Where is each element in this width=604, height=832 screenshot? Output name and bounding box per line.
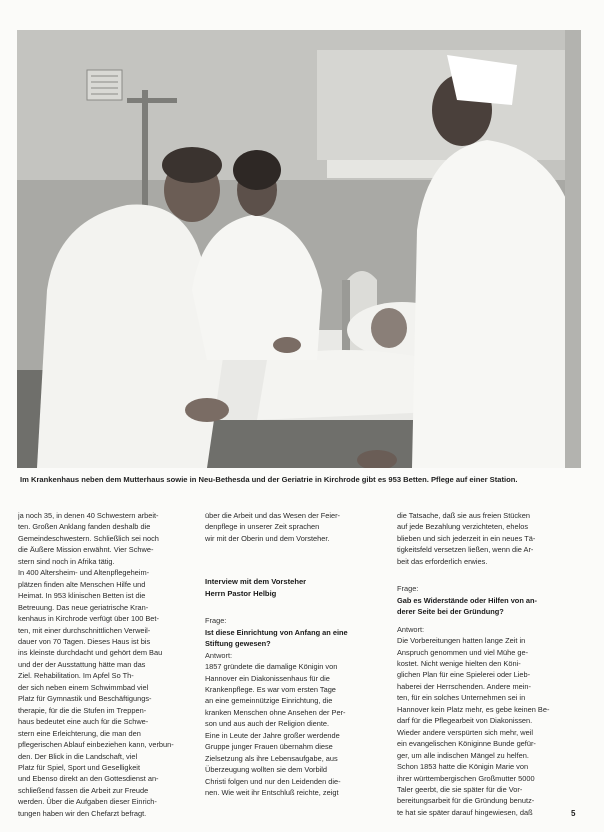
text-line: ger, um alle indischen Mängel zu helfen. [397,750,529,760]
text-line: son und aus auch der Religion diente. [205,719,330,729]
photo-caption: Im Krankenhaus neben dem Mutterhaus sowie in Neu-Bethesda und der Geriatrie in Kirchrode gibt es 953 Betten. Pflege auf einer Station. [20,475,518,484]
text-line: stern sind noch in Afrika tätig. [18,556,115,566]
text-line: Anspruch genommen und viel Mühe ge- [397,647,529,657]
text-line: Betreuung. Das neue geriatrische Kran- [18,602,149,612]
text-line: te hat sie später darauf hingewiesen, daß [397,807,533,817]
column-3 [397,510,577,818]
text-line: Eine in Leute der Jahre großer werdende [205,730,340,740]
text-line: wir mit der Oberin und dem Vorsteher. [205,533,330,543]
frage-label: Frage: [397,584,419,594]
text-line: 1857 gründete die damalige Königin von [205,662,338,672]
text-line: Taler geerbt, die sie später für die Vor- [397,784,523,794]
text-line: ihrer württembergischen Großmutter 5000 [397,773,535,783]
frage-label: Frage: [205,616,227,626]
text-line: der sich neben einem Schwimmbad viel [18,682,149,692]
text-line: werden. Über die Aufgaben dieser Einrich- [18,797,157,807]
photo-illustration [17,30,581,468]
text-line: ten, für ein solches Unternehmen sei in [397,693,526,703]
text-line: Wieder andere verspürten sich mehr, weil [397,727,533,737]
spacer [397,567,577,583]
text-line: nen. Wie weit ihr Entschluß reichte, zeigt [205,788,339,798]
question-line: Gab es Widerstände oder Hilfen von an- [397,595,537,605]
text-line: beit das erforderlich erwies. [397,556,488,566]
text-line: Gruppe junger Frauen übernahm diese [205,742,333,752]
text-line: dauer von 70 Tagen. Dieses Haus ist bis [18,636,151,646]
spacer [205,544,385,560]
text-line: kenhaus in Kirchrode verfügt über 100 Bet- [18,614,159,624]
text-line: plätzen finden alte Menschen Hilfe und [18,579,146,589]
interview-heading-subtitle: Herrn Pastor Helbig [205,588,277,598]
question-line: Ist diese Einrichtung von Anfang an eine [205,627,348,637]
antwort-label: Antwort: [205,650,233,660]
text-line: haberei der Herrschenden. Andere mein- [397,681,531,691]
text-line: ins kleinste durchdacht und gehört dem Bau [18,648,163,658]
text-line: Zielsetzung als ihre Lebensaufgabe, aus [205,753,338,763]
text-line: kostet. Nicht wenige hielten den Köni- [397,658,521,668]
question-line: Stiftung gewesen? [205,639,271,649]
text-line: ein evangelischen Königinne Bunde gefür- [397,739,536,749]
text-line: therapie, für die die Stufen im Treppen- [18,705,147,715]
text-line: stern eine Erleichterung, die man den [18,728,141,738]
text-line: Hannover kein Platz mehr, es gebe keinen Be- [397,704,550,714]
text-line: tigkeitsfeld versetzen ließen, wenn die Ar- [397,545,534,555]
page-number: 5 [571,809,576,818]
text-line: tungen haben wir den Chefarzt befragt. [18,808,147,818]
text-line: schließend fassen die Arbeit zur Freude [18,785,149,795]
text-line: die Äußere Mission erwähnt. Vier Schwe- [18,545,154,555]
text-line: denpflege in unserer Zeit sprachen [205,522,320,532]
text-line: Schon 1853 hatte die Königin Marie von [397,762,529,772]
spacer [205,599,385,615]
text-line: ten, mit einer durchschnittlichen Verweil- [18,625,151,635]
text-line: pflegerischen Ablauf einbeziehen kann, verbun- [18,740,174,750]
spacer [205,560,385,576]
text-line: über die Arbeit und das Wesen der Feier- [205,511,341,520]
text-line: Ziel. Rehabilitation. Im Apfel So Th- [18,671,134,681]
text-line: die Tatsache, daß sie aus freien Stücken [397,511,530,520]
text-line: haus bedeutet eine auch für die Schwe- [18,717,149,727]
text-line: Hannover ein Diakonissenhaus für die [205,673,330,683]
column-1 [18,510,196,819]
text-line: Platz für Gymnastik und Beschäftigungs- [18,694,152,704]
text-line: In 400 Altersheim- und Altenpflegeheim- [18,568,150,578]
text-line: an eine gemeinnützige Einrichtung, die [205,696,333,706]
text-line: Krankenpflege. Es war vom ersten Tage [205,684,336,694]
column-2 [205,510,385,799]
text-line: darf für die Pflegearbeit von Diakonissen. [397,716,533,726]
text-line: auf jede Bezahlung verzichteten, ehelos [397,522,529,532]
text-line: den. Der Blick in die Landschaft, viel [18,751,138,761]
text-line: Überzeugung wollten sie dem Vorbild [205,765,328,775]
text-line: blieben und sich jederzeit in ein neues Tä- [397,533,536,543]
interview-heading: Interview mit dem Vorsteher [205,577,307,587]
text-line: ten. Großen Anklang fanden deshalb die [18,522,151,532]
text-line: ja noch 35, in denen 40 Schwestern arbeit- [18,511,159,520]
text-line: und Ebenso direkt an den Gottesdienst an- [18,774,159,784]
text-line: bereitungsarbeit für die Gründung benutz- [397,796,535,806]
text-line: Platz für Spiel, Sport und Geselligkeit [18,762,141,772]
text-line: Christi folgen und nur den Leidenden die- [205,776,341,786]
text-line: kranken Menschen ohne Ansehen der Per- [205,707,346,717]
text-line: Heimat. In 953 klinischen Betten ist die [18,591,146,601]
hospital-ward-photo [17,30,581,468]
text-line: glichen Plan für eine Spielerei oder Lieb- [397,670,531,680]
question-line: derer Seite bei der Gründung? [397,607,504,617]
text-line: Die Vorbereitungen hatten lange Zeit in [397,636,526,646]
antwort-label: Antwort: [397,624,425,634]
text-line: Gemeindeschwestern. Schließlich sei noch [18,533,159,543]
text-line: und der der Ausstattung hätte man das [18,659,146,669]
